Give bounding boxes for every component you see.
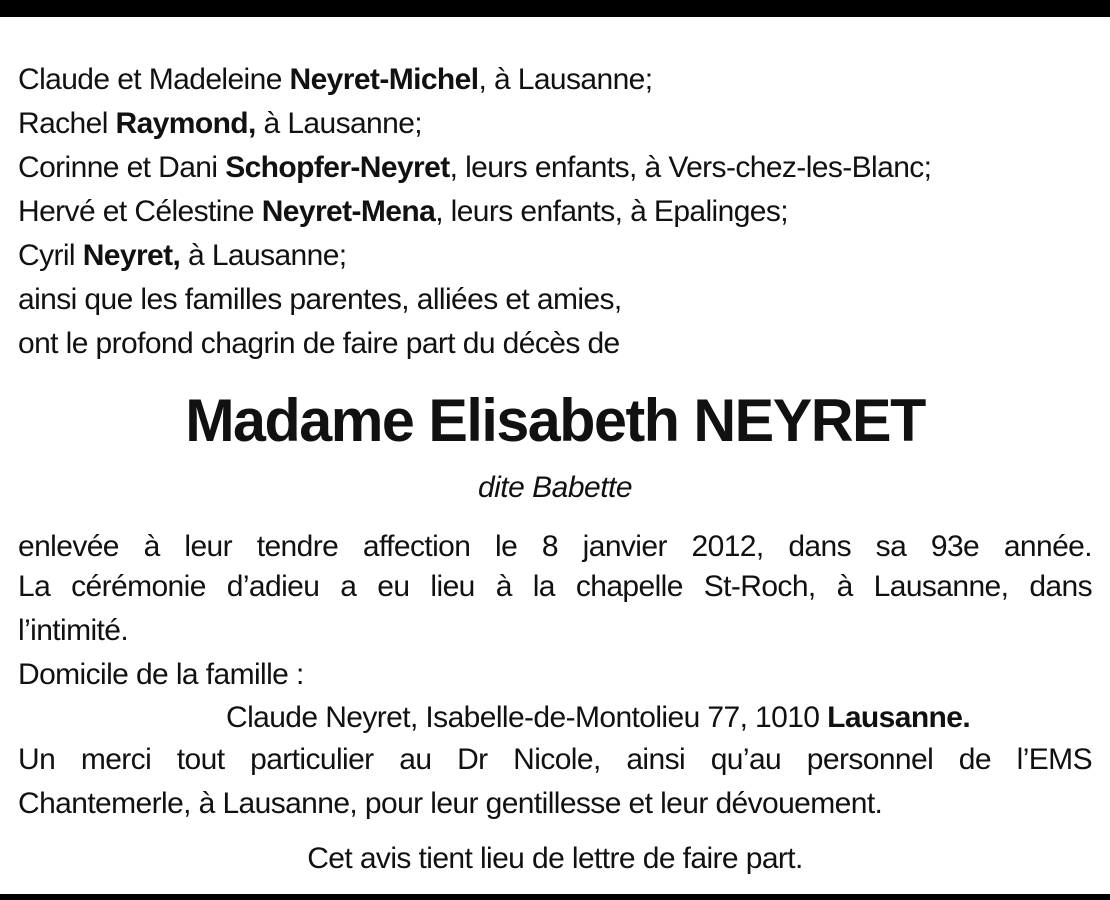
address-text: Claude Neyret, Isabelle-de-Montolieu 77, 1010 bbox=[226, 701, 828, 734]
thanks-line: Un merci tout particulier au Dr Nicole, ainsi qu’au personnel de l’EMS bbox=[18, 743, 1092, 776]
deceased-name: Madame Elisabeth NEYRET bbox=[185, 387, 925, 454]
family-surname: Raymond, bbox=[115, 107, 256, 140]
address-city: Lausanne. bbox=[827, 701, 971, 734]
family-surname: Schopfer-Neyret bbox=[225, 151, 450, 184]
family-member-text: Rachel bbox=[18, 107, 116, 140]
family-line bbox=[18, 104, 422, 144]
body-line: La cérémonie d’adieu a eu lieu à la chapelle St-Roch, à Lausanne, dans bbox=[18, 570, 1092, 603]
family-location-text: à Lausanne; bbox=[180, 239, 347, 272]
family-line bbox=[18, 236, 347, 276]
body-line: l’intimité. bbox=[18, 614, 129, 647]
family-location-text: , à Lausanne; bbox=[478, 63, 653, 96]
family-surname: Neyret, bbox=[82, 239, 181, 272]
deceased-nickname: dite Babette bbox=[477, 471, 633, 504]
bottom-rule bbox=[0, 894, 1110, 900]
domicile-label: Domicile de la famille : bbox=[18, 658, 304, 691]
family-member-text: Claude et Madeleine bbox=[18, 63, 290, 96]
family-address bbox=[226, 698, 970, 738]
family-location-text: , leurs enfants, à Vers-chez-les-Blanc; bbox=[449, 151, 932, 184]
thanks-line: Chantemerle, à Lausanne, pour leur gentillesse et leur dévouement. bbox=[18, 787, 883, 820]
family-line bbox=[18, 60, 653, 100]
families-line: ainsi que les familles parentes, alliées et amies, bbox=[18, 283, 622, 316]
family-member-text: Hervé et Célestine bbox=[18, 195, 262, 228]
family-line bbox=[18, 148, 931, 188]
family-member-text: Cyril bbox=[18, 239, 83, 272]
family-surname: Neyret-Mena bbox=[261, 195, 436, 228]
family-line bbox=[18, 192, 788, 232]
announcement-line: ont le profond chagrin de faire part du décès de bbox=[18, 327, 620, 360]
family-location-text: , leurs enfants, à Epalinges; bbox=[435, 195, 789, 228]
family-location-text: à Lausanne; bbox=[255, 107, 423, 140]
top-rule bbox=[0, 0, 1110, 17]
body-line: enlevée à leur tendre affection le 8 janvier 2012, dans sa 93e année. bbox=[18, 530, 1092, 563]
family-member-text: Corinne et Dani bbox=[18, 151, 226, 184]
closing-line: Cet avis tient lieu de lettre de faire part. bbox=[307, 842, 803, 875]
family-surname: Neyret-Michel bbox=[289, 63, 479, 96]
